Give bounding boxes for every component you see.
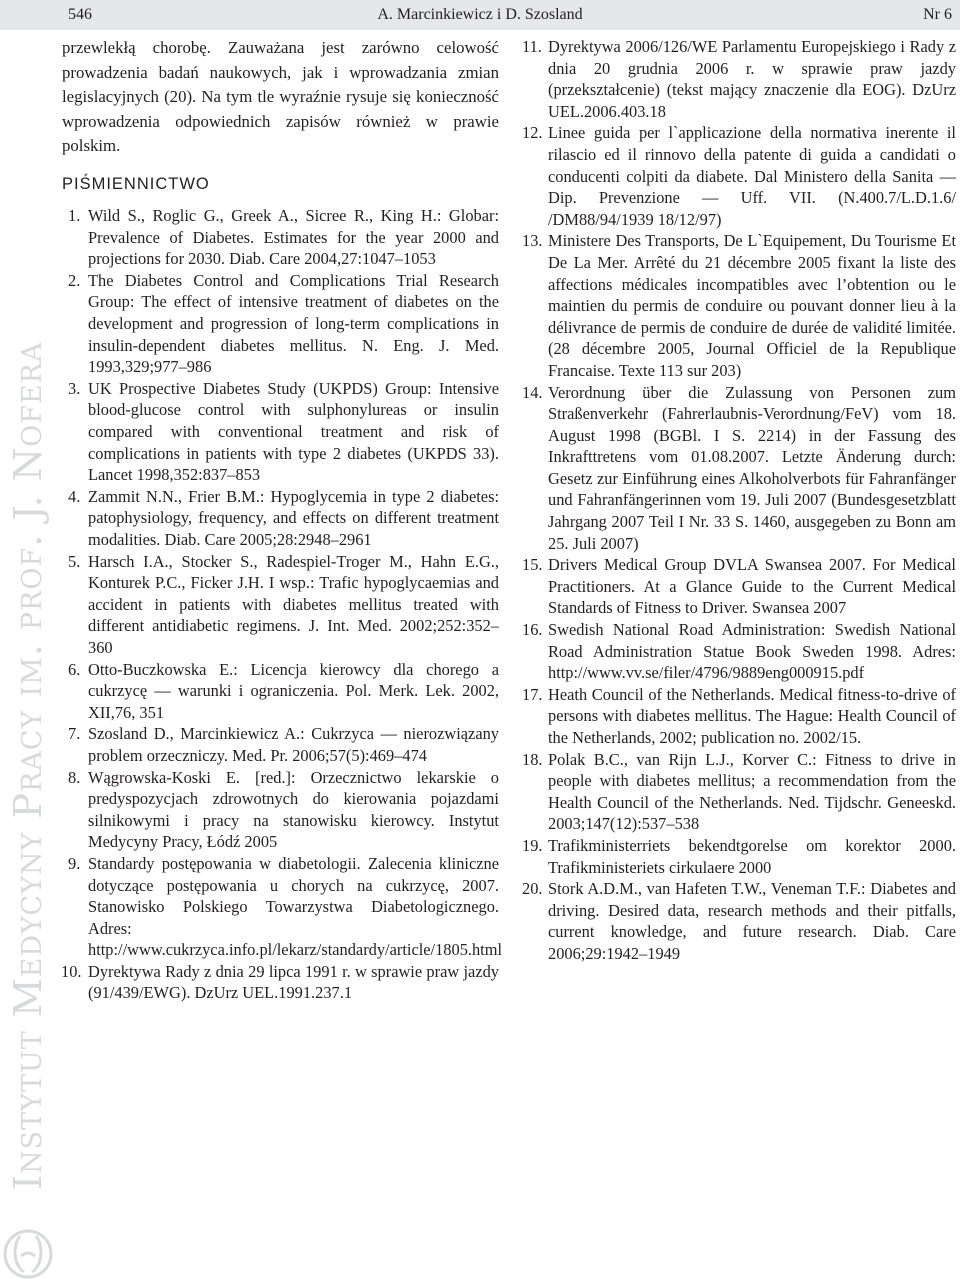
reference-number: 11. bbox=[522, 37, 542, 56]
reference-text: Standardy postępowania w diabetologii. Zalecenia kliniczne dotyczące postępowania u chorych na cukrzycę, 2007. Stanowisko Polskiego Towarzystwa Diabetologicznego. Adres: http://www.cukrzyca.info.pl/lekarz/standardy/article/1805.html bbox=[88, 853, 503, 960]
reference-number: 20. bbox=[522, 879, 543, 899]
reference-text: Wild S., Roglic G., Greek A., Sicree R., King H.: Globar: Prevalence of Diabetes. Estimates for the year 2000 and projections for 2030. Diab. Care 2004,27:1047–1053 bbox=[88, 206, 499, 269]
institute-seal-logo bbox=[2, 1222, 54, 1282]
intro-paragraph: przewlekłą chorobę. Zauważana jest zarówno celowość prowadzenia badań naukowych, jak i wprowadzania zmian legislacyjnych (20). Na tym tle wyraźnie rysuje się konieczność wprowadzenia odpowiednich zapisów również w prawie polskim. bbox=[62, 38, 499, 155]
reference-number: 12. bbox=[522, 123, 543, 143]
reference-item bbox=[522, 382, 956, 555]
reference-item bbox=[522, 878, 956, 964]
reference-text: UK Prospective Diabetes Study (UKPDS) Group: Intensive blood-glucose control with sulphonylureas or insulin compared with conventional treatment and risk of complications in patients with type 2 diabetes (UKPDS 33). Lancet 1998,352:837–853 bbox=[88, 378, 499, 485]
reference-number: 19. bbox=[522, 835, 543, 855]
reference-number: 13. bbox=[522, 231, 543, 251]
reference-text: Drivers Medical Group DVLA Swansea 2007. For Medical Practitioners. At a Glance Guide to the Current Medical Standards of Fitness to Driver. Swansea 2007 bbox=[548, 555, 956, 618]
reference-number: 18. bbox=[522, 749, 543, 769]
reference-number: 9. bbox=[68, 853, 81, 873]
reference-text: Stork A.D.M., van Hafeten T.W., Veneman T.F.: Diabetes and driving. Desired data, research methods and their pitfalls, current knowledge, and future research. Diab. Care 2006;29:1942–1949 bbox=[548, 879, 956, 963]
reference-item bbox=[522, 122, 956, 230]
reference-text: Zammit N.N., Frier B.M.: Hypoglycemia in type 2 diabetes: patophysiology, frequency, and effects on different treatment modalities. Diab. Care 2005;28:2948–2961 bbox=[88, 486, 499, 549]
reference-item bbox=[522, 619, 956, 684]
reference-item bbox=[62, 853, 503, 961]
reference-number: 1. bbox=[68, 206, 81, 226]
reference-text: Heath Council of the Netherlands. Medical fitness-to-drive of persons with diabetes mellitus. The Hague: Health Council of the Netherlands, 2002; publication no. 2002/15. bbox=[548, 684, 956, 747]
reference-text: The Diabetes Control and Complications Trial Research Group: The effect of intensive treatment of diabetes on the development and progression of long-term complications in insulin-dependent diabetes mellitus. N. Eng. J. Med. 1993,329;977–986 bbox=[88, 270, 499, 377]
reference-number: 10. bbox=[61, 961, 82, 981]
reference-text: Dyrektywa Rady z dnia 29 lipca 1991 r. w sprawie praw jazdy (91/439/EWG). DzUrz UEL.1991.237.1 bbox=[88, 961, 499, 1003]
reference-item bbox=[522, 230, 956, 381]
reference-text: Harsch I.A., Stocker S., Radespiel-Troger M., Hahn E.G., Konturek P.C., Ficker J.H. I wsp.: Trafic hypoglycaemias and accident in patients with diabetes mellitus treated with different antidiabetic regimens. J. Int. Med. 2002;252:352–360 bbox=[88, 551, 499, 657]
reference-number: 5. bbox=[68, 551, 81, 571]
reference-number: 16. bbox=[522, 620, 543, 640]
reference-number: 4. bbox=[68, 486, 81, 506]
reference-item bbox=[522, 684, 956, 749]
reference-number: 7. bbox=[68, 724, 81, 744]
references-list-right bbox=[522, 36, 956, 965]
reference-item bbox=[522, 749, 956, 835]
reference-text: Trafikministerriets bekendtgorelse om korektor 2000. Trafikministeriets cirkulaere 2000 bbox=[548, 835, 956, 877]
reference-item bbox=[62, 767, 499, 853]
reference-item bbox=[522, 36, 956, 122]
reference-text: Swedish National Road Administration: Swedish National Road Administration Statue Book Sweden 1998. Adres: http://www.vv.se/filer/4796/9889eng000915.pdf bbox=[548, 620, 956, 683]
running-title: A. Marcinkiewicz i D. Szosland bbox=[377, 6, 583, 23]
reference-item bbox=[522, 554, 956, 619]
references-heading: PIŚMIENNICTWO bbox=[62, 174, 210, 193]
reference-item bbox=[62, 486, 499, 551]
reference-item bbox=[62, 205, 499, 270]
reference-item bbox=[522, 835, 956, 878]
reference-text: Linee guida per l`applicazione della normativa inerente il rilascio ed il rinnovo della patente di guida a candidati o conducenti colpiti da diabete. Dal Ministero della Sanita — Dip. Prevenzione — Uff. VII. (N.400.7/L.D.1.6/ /DM88/94/1939 18/12/97) bbox=[548, 123, 956, 229]
institute-watermark: Instytut Medycyny Pracy im. prof. J. Nofera bbox=[6, 341, 50, 1190]
reference-item bbox=[62, 378, 499, 486]
reference-text: Ministere Des Transports, De L`Equipement, Du Tourisme Et De La Mer. Arrêté du 21 décembre 2005 fixant la liste des affections médicales incompatibles avec l’obtention ou le maintien du permis de conduire ou pouvant donner lieu à la délivrance de permis de conduire de durée de validité limitée. (28 décembre 2005, Journal Officiel de la Republique Francaise. Texte 113 sur 203) bbox=[548, 231, 956, 380]
references-list-left bbox=[61, 205, 503, 1004]
reference-text: Wągrowska-Koski E. [red.]: Orzecznictwo lekarskie o predyspozycjach zdrowotnych do kierowania pojazdami silnikowymi i pracy na stanowisku kierowcy. Instytut Medycyny Pracy, Łódź 2005 bbox=[88, 767, 499, 852]
reference-item bbox=[62, 270, 499, 378]
reference-item bbox=[62, 961, 499, 1004]
reference-number: 2. bbox=[68, 270, 81, 290]
reference-number: 14. bbox=[522, 382, 543, 402]
left-column bbox=[61, 36, 503, 1004]
reference-item bbox=[62, 551, 499, 659]
reference-text: Otto-Buczkowska E.: Licencja kierowcy dla chorego a cukrzycę — warunki i ograniczenia. Pol. Merk. Lek. 2002, XII,76, 351 bbox=[88, 659, 499, 722]
reference-number: 6. bbox=[68, 659, 81, 679]
issue-number: Nr 6 bbox=[923, 6, 952, 23]
reference-text: Polak B.C., van Rijn L.J., Korver C.: Fitness to drive in people with diabetes mellitus; a recommendation from the Health Council of the Netherlands. Ned. Tijdschr. Geneeskd. 2003;147(12):537–538 bbox=[548, 749, 956, 834]
reference-number: 8. bbox=[68, 767, 81, 787]
reference-text: Dyrektywa 2006/126/WE Parlamentu Europejskiego i Rady z dnia 20 grudnia 2006 r. w sprawie praw jazdy (przekształcenie) (tekst mający znaczenie dla EOG). DzUrz UEL.2006.403.18 bbox=[548, 37, 956, 121]
reference-text: Verordnung über die Zulassung von Personen zum Straßenverkehr (Fahrerlaubnis-Verordnung/FeV) vom 18. August 1998 (BGBl. I S. 2214) in der Fassung des Inkrafttretens vom 01.08.2007. Letzte Änderung durch: Gesetz zur Einführung eines Alkoholverbots für Fahranfänger und Fahranfängerinnen vom 19. Juli 2007 (Bundesgesetzblatt Jahrgang 2007 Teil I Nr. 33 S. 1460, ausgegeben zu Bonn am 25. Juli 2007) bbox=[548, 382, 956, 553]
page-number: 546 bbox=[68, 6, 92, 23]
reference-number: 3. bbox=[68, 378, 81, 398]
reference-text: Szosland D., Marcinkiewicz A.: Cukrzyca — nierozwiązany problem orzeczniczy. Med. Pr. 2006;57(5):469–474 bbox=[88, 724, 499, 765]
right-column bbox=[522, 36, 956, 965]
running-header bbox=[0, 0, 960, 30]
reference-item bbox=[62, 659, 499, 724]
reference-number: 15. bbox=[522, 555, 543, 575]
reference-number: 17. bbox=[522, 684, 543, 704]
reference-item bbox=[62, 723, 499, 766]
